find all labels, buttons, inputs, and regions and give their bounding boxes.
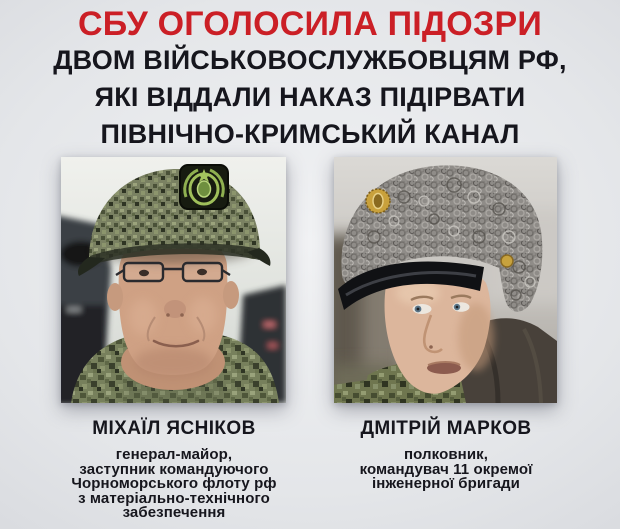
subheadline-line-3: ПІВНІЧНО-КРИМСЬКИЙ КАНАЛ <box>100 119 520 149</box>
subheadline-line-2: ЯКІ ВІДДАЛИ НАКАЗ ПІДІРВАТИ <box>94 82 526 112</box>
cap-badge <box>180 165 228 209</box>
detail-line: командувач 11 окремої <box>359 460 533 478</box>
caption-markov <box>306 417 586 492</box>
detail-line: полковник, <box>403 446 489 463</box>
portrait-photo-markov <box>334 157 557 403</box>
portrait-markov-illustration <box>334 157 557 403</box>
hat-cockade <box>366 189 390 213</box>
detail-line: Чорноморського флоту рф <box>71 475 277 492</box>
suspect-name-markov: ДМІТРІЙ МАРКОВ <box>360 418 532 439</box>
subheadline <box>0 42 620 153</box>
detail-line: заступник командуючого <box>79 460 269 478</box>
subheadline-line-1: ДВОМ ВІЙСЬКОВОСЛУЖБОВЦЯМ РФ, <box>53 45 567 75</box>
detail-line: з матеріально-технічного <box>78 489 270 507</box>
headline: СБУ ОГОЛОСИЛА ПІДОЗРИ <box>78 5 542 43</box>
portrait-photo-yasnikov <box>61 157 286 403</box>
detail-line: забезпечення <box>122 504 226 521</box>
suspect-details-markov <box>306 448 586 492</box>
caption-yasnikov <box>34 417 314 521</box>
suspect-name-yasnikov: МІХАЇЛ ЯСНІКОВ <box>92 418 256 439</box>
suspect-details-yasnikov <box>34 448 314 521</box>
detail-line: інженерної бригади <box>372 475 520 492</box>
portrait-yasnikov-illustration <box>61 157 286 403</box>
detail-line: генерал-майор, <box>115 446 233 463</box>
